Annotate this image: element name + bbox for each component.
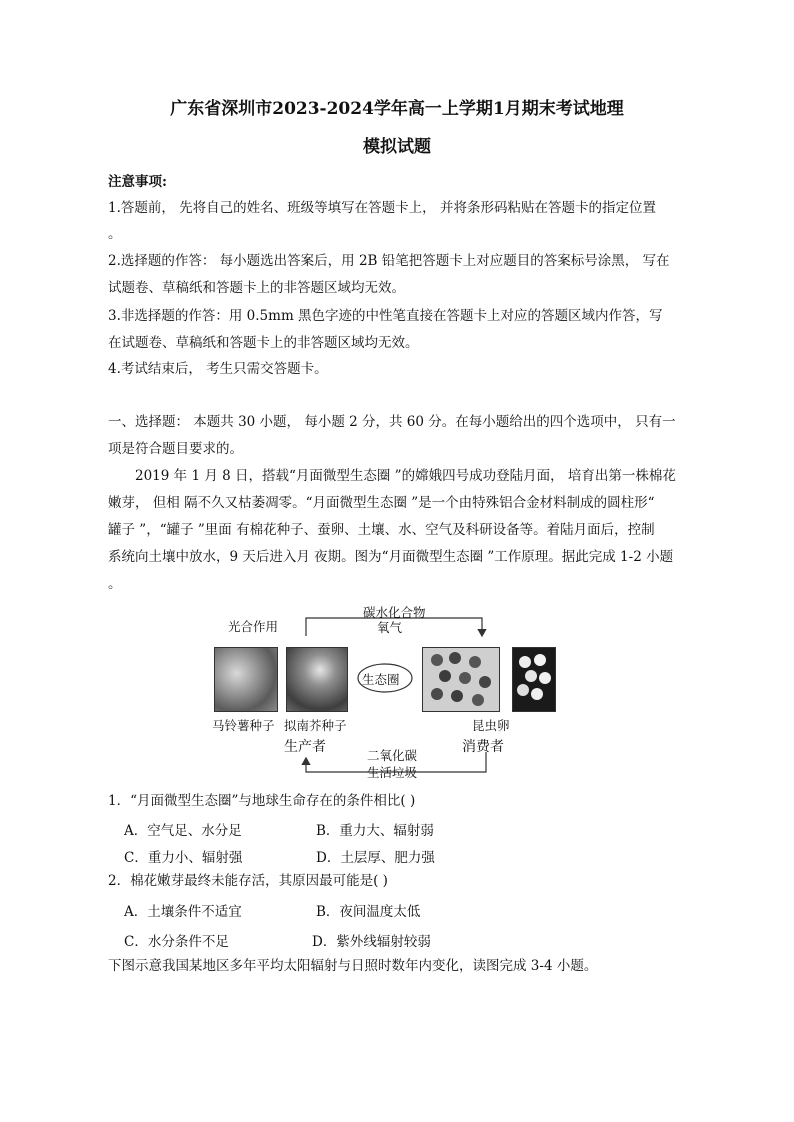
insect-egg-dots xyxy=(423,648,499,711)
notice-item-1-cont: 。 xyxy=(108,226,122,242)
notice-item-3: 3.非选择题的作答：用 0.5mm 黑色字迹的中性笔直接在答题卡上对应的答题区域内作答，写 xyxy=(108,308,663,324)
caption-arabidopsis-seed: 拟南芥种子 xyxy=(284,718,347,733)
label-oxygen: 氧气 xyxy=(377,620,403,635)
passage-line-5: 。 xyxy=(108,576,122,592)
passage-line-2: 嫩芽， 但相 隔不久又枯萎凋零。“月面微型生态圈 ”是一个由特殊铝合金材料制成的圆柱形“ xyxy=(108,495,655,511)
section-heading: 一、选择题： 本题共 30 小题， 每小题 2 分，共 60 分。在每小题给出的四个选项中， 只有一 xyxy=(108,414,676,430)
label-carbohydrate: 碳水化合物 xyxy=(363,605,426,620)
question-1-stem: 1．“月面微型生态圈”与地球生命存在的条件相比( ) xyxy=(108,793,416,809)
page-title-line1: 广东省深圳市2023-2024学年高一上学期1月期末考试地理 xyxy=(170,99,624,119)
ecosphere-diagram xyxy=(210,600,560,778)
potato-seed-photo xyxy=(214,647,278,712)
insect-egg-photo-1 xyxy=(422,647,500,712)
question-1-option-c: C．重力小、辐射强 xyxy=(124,850,243,866)
label-ecosphere: 生态圈 xyxy=(362,672,400,687)
section-heading-cont: 项是符合题目要求的。 xyxy=(108,441,243,457)
question-2-option-c: C．水分条件不足 xyxy=(124,934,229,950)
next-section-intro: 下图示意我国某地区多年平均太阳辐射与日照时数年内变化，读图完成 3-4 小题。 xyxy=(108,958,598,974)
caption-potato-seed: 马铃薯种子 xyxy=(212,718,275,733)
question-2-option-d: D．紫外线辐射较弱 xyxy=(312,934,431,950)
question-1-option-b: B．重力大、辐射弱 xyxy=(316,823,434,839)
passage-line-3: 罐子 ”，“罐子 ”里面 有棉花种子、蚕卵、土壤、水、空气及科研设备等。着陆月面后，控制 xyxy=(108,522,655,538)
notice-item-2: 2.选择题的作答： 每小题选出答案后，用 2B 铅笔把答题卡上对应题目的答案标号涂黑， 写在 xyxy=(108,253,670,269)
notice-item-2-cont: 试题卷、草稿纸和答题卡上的非答题区域均无效。 xyxy=(108,280,405,296)
insect-egg-photo-2 xyxy=(512,647,556,712)
notice-item-1: 1.答题前， 先将自己的姓名、班级等填写在答题卡上， 并将条形码粘贴在答题卡的指定位置 xyxy=(108,200,656,216)
label-photosynthesis: 光合作用 xyxy=(228,619,279,634)
question-2-option-a: A．土壤条件不适宜 xyxy=(124,904,242,920)
passage-line-1: 2019 年 1 月 8 日，搭载“月面微型生态圈 ”的嫦娥四号成功登陆月面， 培育出第一株棉花 xyxy=(135,468,676,484)
question-1-option-d: D．土层厚、肥力强 xyxy=(316,850,435,866)
label-producer: 生产者 xyxy=(284,739,326,755)
caption-insect-egg: 昆虫卵 xyxy=(472,718,510,733)
question-1-option-a: A．空气足、水分足 xyxy=(124,823,242,839)
passage-line-4: 系统向土壤中放水，9 天后进入月 夜期。图为“月面微型生态圈 ”工作原理。据此完成 1-2 小题 xyxy=(108,549,674,565)
label-co2: 二氧化碳 xyxy=(367,748,418,763)
notice-heading: 注意事项: xyxy=(108,174,167,190)
white-egg-dots xyxy=(513,648,555,711)
label-consumer: 消费者 xyxy=(462,739,504,755)
question-2-option-b: B．夜间温度太低 xyxy=(316,904,421,920)
page-title-line2: 模拟试题 xyxy=(363,137,431,157)
notice-item-4: 4.考试结束后， 考生只需交答题卡。 xyxy=(108,361,328,377)
question-2-stem: 2．棉花嫩芽最终未能存活，其原因最可能是( ) xyxy=(108,873,388,889)
notice-item-3-cont: 在试题卷、草稿纸和答题卡上的非答题区域均无效。 xyxy=(108,335,419,351)
arabidopsis-seed-photo xyxy=(286,647,348,712)
label-waste: 生活垃圾 xyxy=(367,765,418,780)
